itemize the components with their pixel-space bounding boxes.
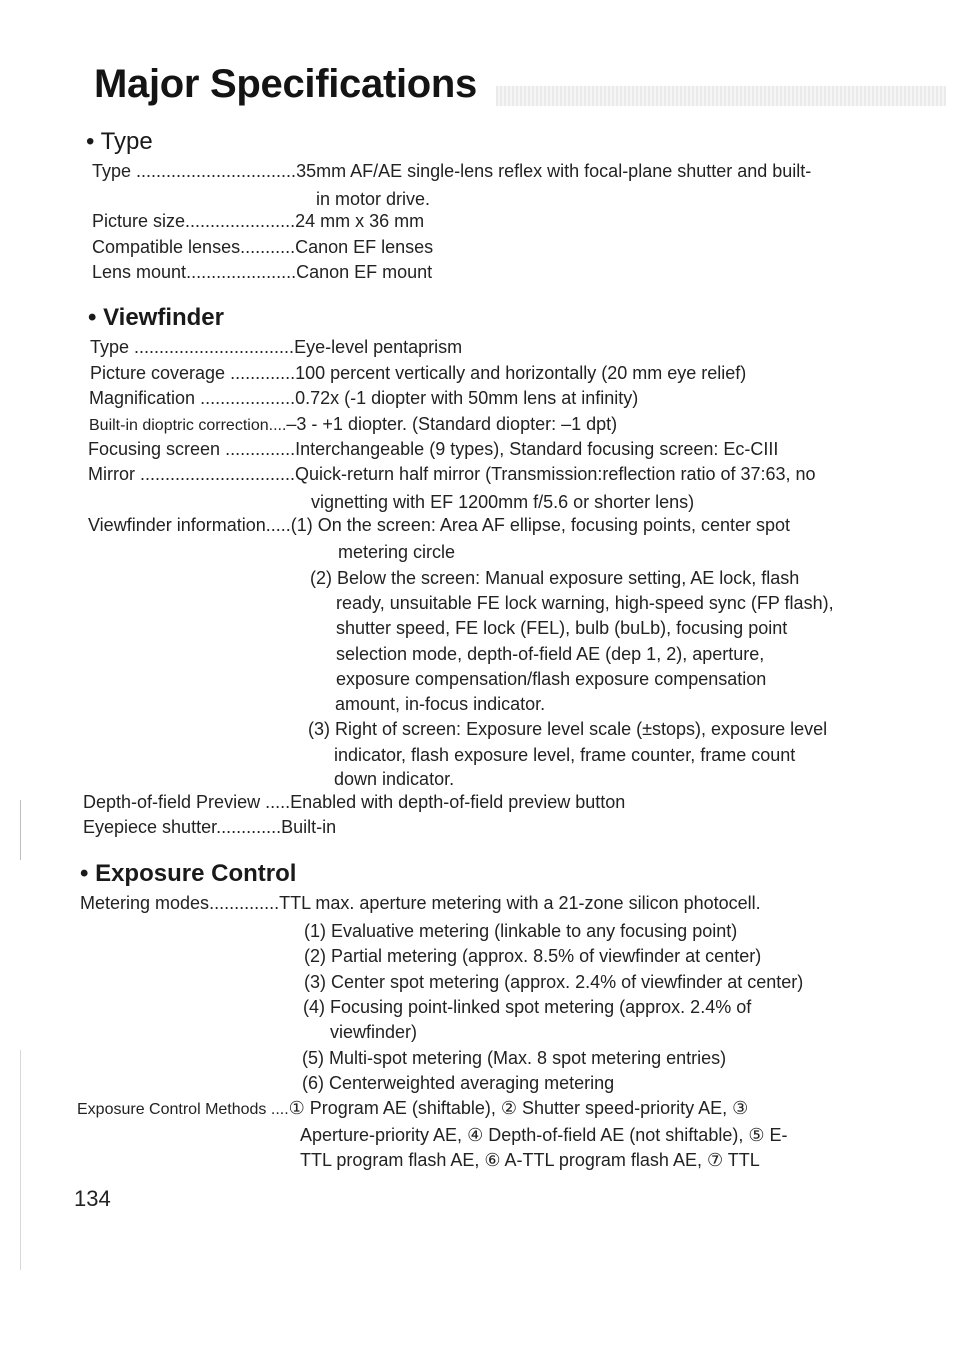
spec-row-dioptric-correction xyxy=(89,413,617,437)
spec-row-eyepiece-shutter xyxy=(83,816,336,838)
spec-list-item: (1) Evaluative metering (linkable to any focusing point) xyxy=(304,921,738,941)
section-heading-exposure-control: • Exposure Control xyxy=(80,860,297,887)
spec-list-continuation: selection mode, depth-of-field AE (dep 1, 2), aperture, xyxy=(336,644,765,664)
leader-dots: ................................ xyxy=(136,161,297,181)
spec-label: Depth-of-field Preview xyxy=(83,792,266,812)
spec-value: Eye-level pentaprism xyxy=(294,337,463,357)
spec-row-exposure-control-methods xyxy=(77,1097,748,1121)
spec-row-type xyxy=(92,160,811,182)
spec-row-picture-size xyxy=(92,210,424,232)
spec-value: ① Program AE (shiftable), ② Shutter speed-priority AE, ③ xyxy=(288,1098,749,1118)
spec-value: Interchangeable (9 types), Standard focusing screen: Ec-CIII xyxy=(295,439,779,459)
spec-label: Lens mount xyxy=(92,262,187,282)
spec-list-item: (4) Focusing point-linked spot metering (approx. 2.4% of xyxy=(303,997,752,1017)
spec-list-continuation: shutter speed, FE lock (FEL), bulb (buLb), focusing point xyxy=(336,618,788,638)
leader-dots: ........... xyxy=(240,237,296,257)
spec-label: Focusing screen xyxy=(88,439,226,459)
spec-label: Magnification xyxy=(89,388,201,408)
spec-list-continuation: metering circle xyxy=(338,542,456,562)
spec-list-continuation: ready, unsuitable FE lock warning, high-speed sync (FP flash), xyxy=(336,593,834,613)
spec-value: Canon EF lenses xyxy=(295,237,434,257)
leader-dots: ...................... xyxy=(185,211,296,231)
spec-label: Picture size xyxy=(92,211,186,231)
spec-label: Metering modes xyxy=(80,893,210,913)
spec-list-continuation: viewfinder) xyxy=(330,1022,418,1042)
leader-dots: .... xyxy=(268,417,287,434)
spec-list-item: (1) On the screen: Area AF ellipse, focusing points, center spot xyxy=(290,515,791,535)
leader-dots: ............. xyxy=(230,363,296,383)
spec-value: Canon EF mount xyxy=(296,262,433,282)
section-heading-type: • Type xyxy=(86,128,153,155)
leader-dots: .............. xyxy=(209,893,280,913)
spec-list-item: (6) Centerweighted averaging metering xyxy=(302,1073,615,1093)
leader-dots: .... xyxy=(270,1101,289,1118)
leader-dots: ..... xyxy=(265,792,291,812)
leader-dots: ............. xyxy=(216,817,282,837)
spec-value-continuation: vignetting with EF 1200mm f/5.6 or shorter lens) xyxy=(311,492,695,512)
leader-dots: ............................... xyxy=(140,464,296,484)
leader-dots: ................... xyxy=(200,388,296,408)
scan-edge-mark xyxy=(20,1050,21,1270)
leader-dots: .............. xyxy=(225,439,296,459)
spec-row-compatible-lenses xyxy=(92,236,433,258)
spec-label: Type xyxy=(90,337,135,357)
spec-row-picture-coverage xyxy=(90,362,746,384)
page-number: 134 xyxy=(74,1186,111,1211)
spec-value-continuation: TTL program flash AE, ⑥ A-TTL program flash AE, ⑦ TTL xyxy=(300,1150,760,1170)
spec-list-item: (3) Right of screen: Exposure level scale (±stops), exposure level xyxy=(308,719,828,739)
spec-value: 100 percent vertically and horizontally (20 mm eye relief) xyxy=(295,363,747,383)
spec-value: 0.72x (-1 diopter with 50mm lens at infinity) xyxy=(295,388,639,408)
leader-dots: ...................... xyxy=(186,262,297,282)
spec-label: Built-in dioptric correction xyxy=(89,417,269,434)
spec-row-focusing-screen xyxy=(88,438,778,460)
spec-list-continuation: exposure compensation/flash exposure compensation xyxy=(336,669,767,689)
leader-dots: ................................ xyxy=(134,337,295,357)
spec-value: 35mm AF/AE single-lens reflex with focal-plane shutter and built- xyxy=(296,161,812,181)
spec-label: Viewfinder information xyxy=(88,515,266,535)
spec-value: Enabled with depth-of-field preview button xyxy=(290,792,626,812)
spec-list-item: (2) Below the screen: Manual exposure setting, AE lock, flash xyxy=(310,568,800,588)
spec-list-item: (2) Partial metering (approx. 8.5% of viewfinder at center) xyxy=(304,946,762,966)
spec-label: Picture coverage xyxy=(90,363,231,383)
spec-row-lens-mount xyxy=(92,261,432,283)
scan-edge-mark xyxy=(20,800,21,860)
spec-label: Exposure Control Methods xyxy=(77,1101,271,1118)
spec-row-vf-type xyxy=(90,336,462,358)
spec-list-continuation: amount, in-focus indicator. xyxy=(335,694,546,714)
page-title: Major Specifications xyxy=(94,62,477,106)
spec-list-item: (3) Center spot metering (approx. 2.4% of viewfinder at center) xyxy=(304,972,804,992)
spec-value: Built-in xyxy=(281,817,337,837)
spec-value: Quick-return half mirror (Transmission:reflection ratio of 37:63, no xyxy=(295,464,816,484)
spec-value-continuation: in motor drive. xyxy=(316,189,431,209)
spec-row-metering-modes xyxy=(80,892,761,914)
spec-row-viewfinder-information xyxy=(88,514,790,536)
section-heading-viewfinder: • Viewfinder xyxy=(88,304,224,331)
spec-value: TTL max. aperture metering with a 21-zone silicon photocell. xyxy=(279,893,761,913)
spec-label: Compatible lenses xyxy=(92,237,241,257)
spec-row-dof-preview xyxy=(83,791,625,813)
spec-label: Type xyxy=(92,161,137,181)
spec-value: –3 - +1 diopter. (Standard diopter: –1 dpt) xyxy=(286,414,618,434)
spec-value-continuation: Aperture-priority AE, ④ Depth-of-field AE (not shiftable), ⑤ E- xyxy=(300,1125,788,1145)
title-decorative-bar xyxy=(496,86,946,106)
spec-list-item: (5) Multi-spot metering (Max. 8 spot metering entries) xyxy=(302,1048,727,1068)
spec-label: Mirror xyxy=(88,464,140,484)
spec-label: Eyepiece shutter xyxy=(83,817,217,837)
leader-dots: ..... xyxy=(265,515,291,535)
spec-row-mirror xyxy=(88,463,816,485)
spec-list-continuation: down indicator. xyxy=(334,769,455,789)
spec-list-continuation: indicator, flash exposure level, frame counter, frame count xyxy=(334,745,796,765)
spec-value: 24 mm x 36 mm xyxy=(295,211,425,231)
spec-row-magnification xyxy=(89,387,638,409)
